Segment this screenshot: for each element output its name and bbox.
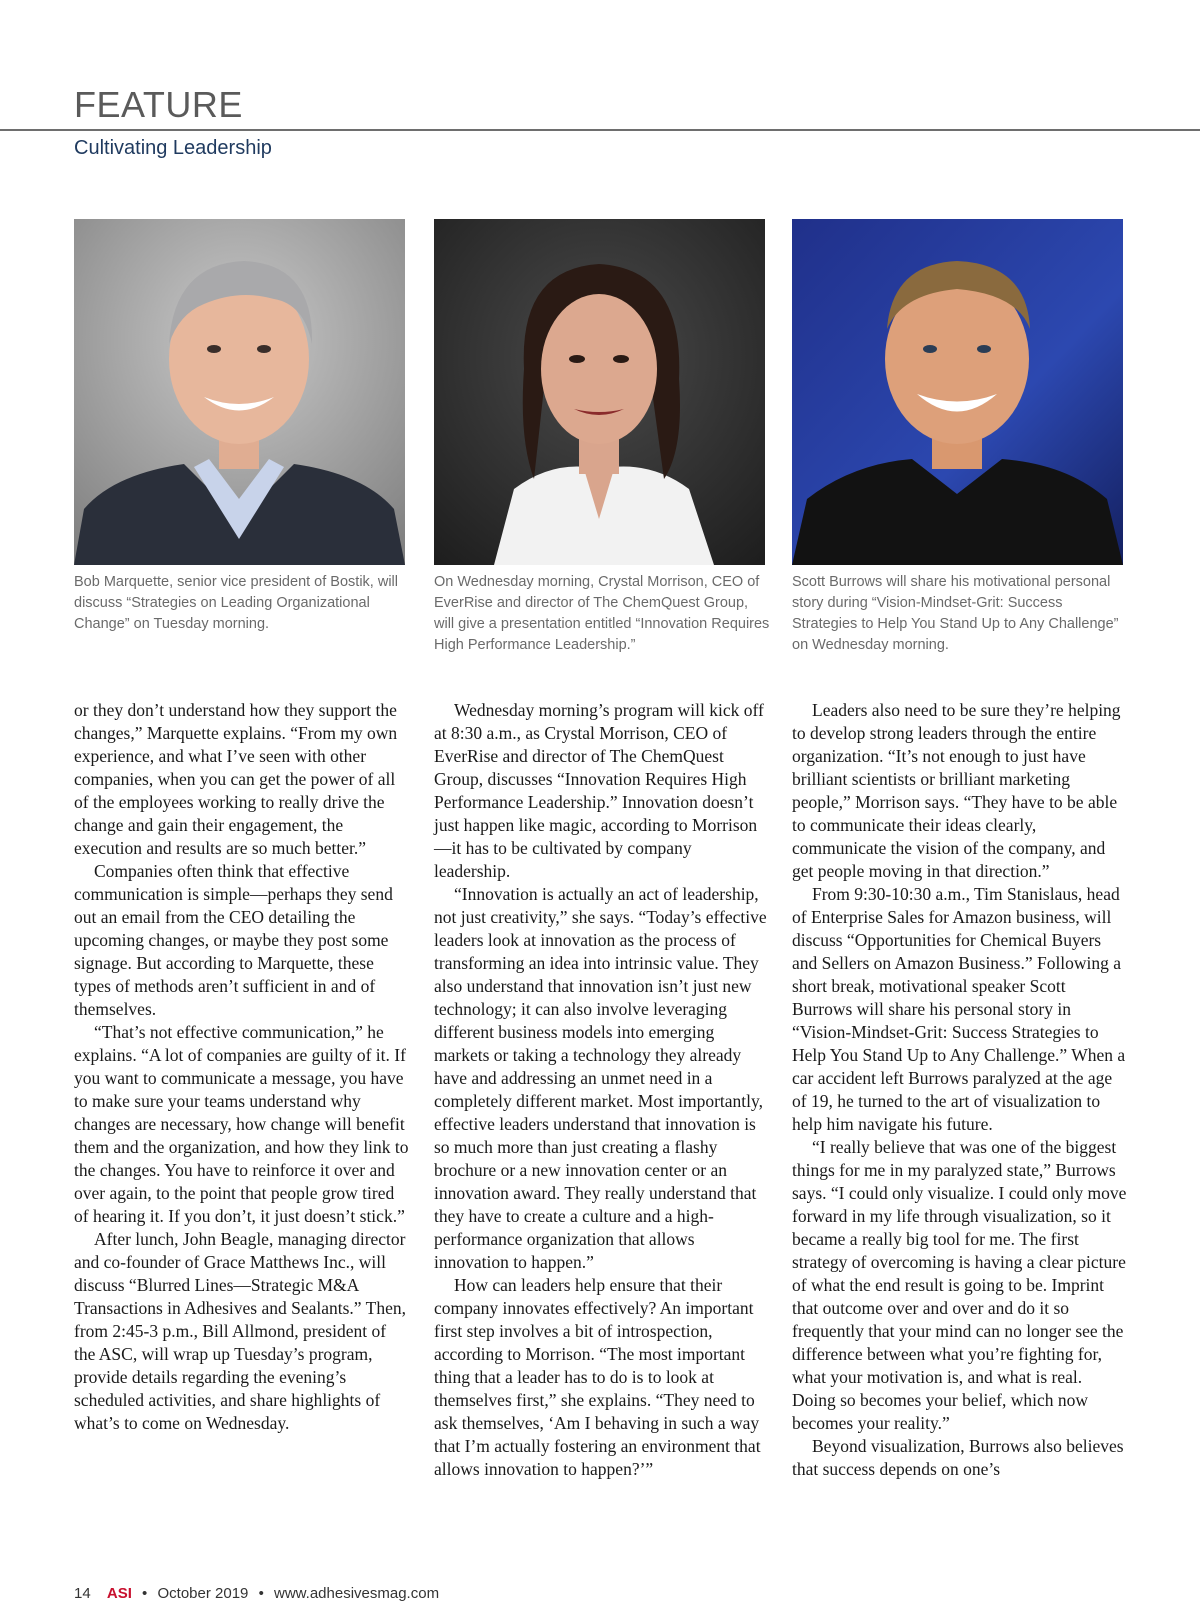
publication-name: ASI: [106, 1585, 132, 1602]
paragraph: How can leaders help ensure that their company innovates effectively? An important first step involves a bit of introspection, according to Morrison. “The most important thing that a leader has to do is to look at themselves first,” she explains. “They need to ask themselves, ‘Am I behaving in such a way that I’m actually fostering an environment that allows innovation to happen?’”: [434, 1275, 761, 1479]
bullet-separator: •: [258, 1585, 264, 1602]
paragraph: “Innovation is actually an act of leadership, not just creativity,” she says. “Today’s effective leaders look at innovation as the process of transforming an idea into intrinsic value. They also understand that innovation isn’t just new technology; it can also involve leveraging different business models into emerging markets or taking a technology they already have and addressing an unmet need in a completely different market. Most importantly, effective leaders understand that innovation is so much more than just creating a flashy brochure or a new innovation center or an innovation award. They really understand that they have to create a culture and a high-performance organization that allows innovation to happen.”: [434, 884, 767, 1272]
article-column-3: [792, 699, 1128, 1481]
paragraph: From 9:30-10:30 a.m., Tim Stanislaus, head of Enterprise Sales for Amazon business, will discuss “Opportunities for Chemical Buyers and Sellers on Amazon Business.” Following a short break, motivational speaker Scott Burrows will share his personal story in “Vision-Mindset-Grit: Success Strategies to Help You Stand Up to Any Challenge.” When a car accident left Burrows paralyzed at the age of 19, he turned to the art of visualization to help him navigate his future.: [792, 884, 1126, 1134]
paragraph: After lunch, John Beagle, managing director and co-founder of Grace Matthews Inc., will discuss “Blurred Lines—Strategic M&A Transactions in Adhesives and Sealants.” Then, from 2:45-3 p.m., Bill Allmond, president of the ASC, will wrap up Tuesday’s program, provide details regarding the evening’s scheduled activities, and share highlights of what’s to come on Wednesday.: [74, 1229, 406, 1433]
photo-caption: Scott Burrows will share his motivational personal story during “Vision-Mindset-Grit: Success Strategies to Help You Stand Up to Any Challenge” on Wednesday morning.: [792, 574, 1119, 653]
photo-crystal-morrison: [434, 219, 765, 565]
bullet-separator: •: [142, 1585, 148, 1602]
section-kicker: FEATURE: [74, 84, 243, 125]
header-divider: [0, 129, 1200, 131]
paragraph: Leaders also need to be sure they’re helping to develop strong leaders through the entire organization. “It’s not enough to just have brilliant scientists or brilliant marketing people,” Morrison says. “They have to be able to communicate their ideas clearly, communicate the vision of the company, and get people moving in that direction.”: [792, 700, 1121, 881]
page-number: 14: [74, 1585, 91, 1602]
paragraph: Wednesday morning’s program will kick off at 8:30 a.m., as Crystal Morrison, CEO of EverRise and director of The ChemQuest Group, discusses “Innovation Requires High Performance Leadership.” Innovation doesn’t just happen like magic, according to Morrison—it has to be cultivated by company leadership.: [434, 700, 764, 881]
photo-scott-burrows: [792, 219, 1123, 565]
paragraph: Beyond visualization, Burrows also believes that success depends on one’s: [792, 1436, 1124, 1479]
page-footer: [74, 1585, 439, 1602]
paragraph: Companies often think that effective communication is simple—perhaps they send out an email from the CEO detailing the upcoming changes, or maybe they post some signage. But according to Marquette, these types of methods aren’t sufficient in and of themselves.: [74, 861, 393, 1019]
article-column-1: [74, 699, 410, 1435]
photo-caption: Bob Marquette, senior vice president of Bostik, will discuss “Strategies on Leading Organizational Change” on Tuesday morning.: [74, 574, 398, 632]
photo-caption: On Wednesday morning, Crystal Morrison, CEO of EverRise and director of The ChemQuest Group, will give a presentation entitled “Innovation Requires High Performance Leadership.”: [434, 574, 770, 653]
website-url[interactable]: www.adhesivesmag.com: [274, 1585, 440, 1602]
paragraph: “I really believe that was one of the biggest things for me in my paralyzed state,” Burrows says. “I could only visualize. I could only move forward in my life through visualization, so it became a really big tool for me. The first strategy of overcoming is having a clear picture of what the end result is going to be. Imprint that outcome over and over and do it so frequently that your mind can no longer see the difference between what you’re fighting for, what your motivation is, and what is real. Doing so becomes your belief, which now becomes your reality.”: [792, 1137, 1127, 1433]
paragraph: “That’s not effective communication,” he explains. “A lot of companies are guilty of it. If you want to communicate a message, you have to make sure your teams understand why changes are necessary, how change will benefit them and the organization, and how they link to the changes. You have to reinforce it over and over again, to the point that people grow tired of hearing it. If you don’t, it just doesn’t stick.”: [74, 1022, 409, 1226]
paragraph: or they don’t understand how they support the changes,” Marquette explains. “From my own experience, and what I’ve seen with other companies, when you can get the power of all of the employees working to really drive the change and gain their engagement, the execution and results are so much better.”: [74, 700, 398, 858]
photo-bob-marquette: [74, 219, 405, 565]
section-subtitle: Cultivating Leadership: [74, 137, 272, 159]
article-column-2: [434, 699, 770, 1481]
issue-date: October 2019: [157, 1585, 249, 1602]
